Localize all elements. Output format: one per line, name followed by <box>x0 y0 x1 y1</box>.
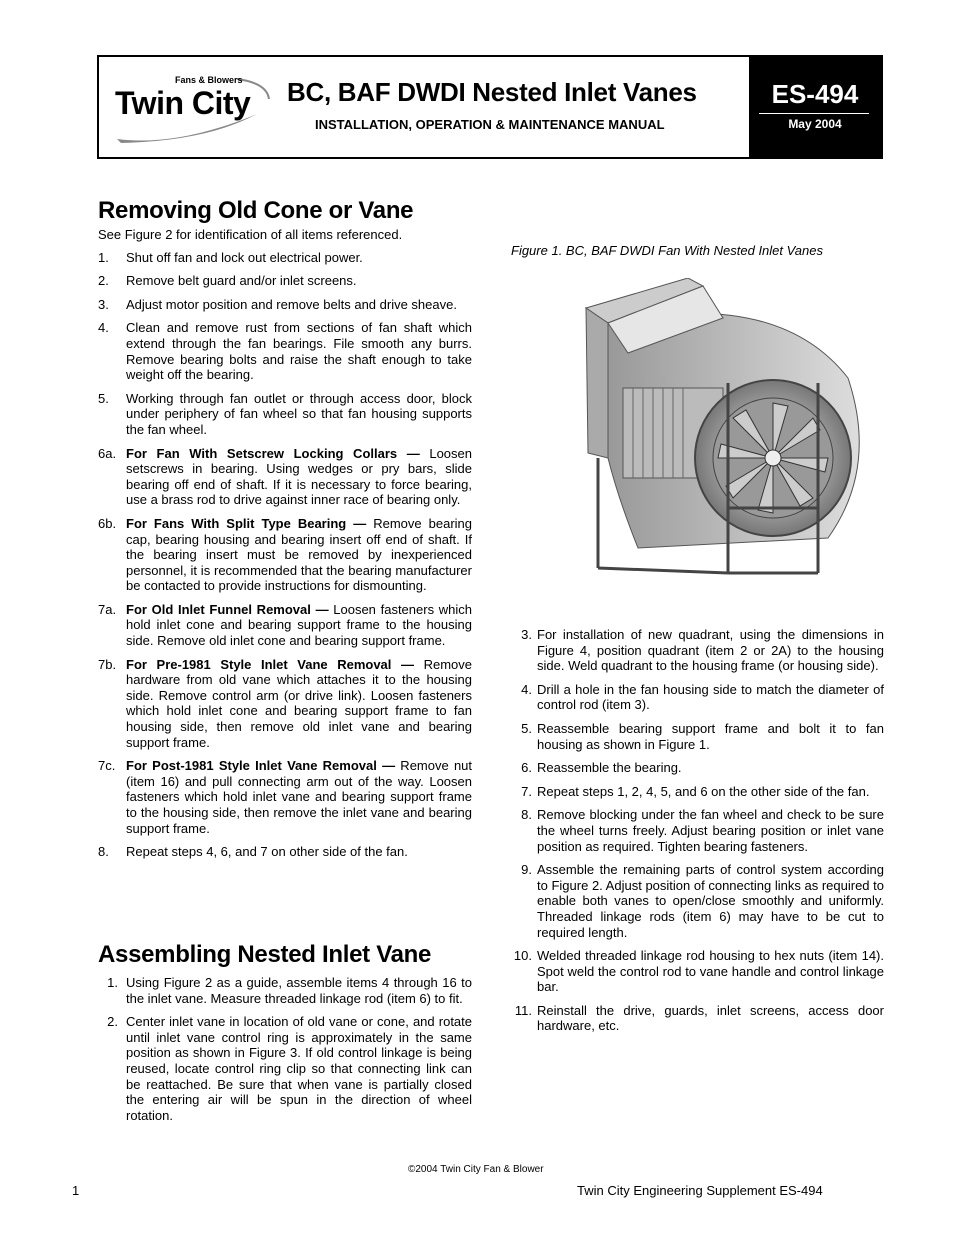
list-item <box>98 446 472 508</box>
doc-date: May 2004 <box>788 117 842 131</box>
item-number: 1. <box>98 249 109 265</box>
item-body <box>537 784 869 799</box>
item-number: 2. <box>98 273 109 289</box>
item-text: Assemble the remaining parts of control system according to Figure 2. Adjust position of connecting links as required to enable both vanes to open/close smoothly and uniformly. Threaded linkage rods (item 6) may have to be cut to required length. <box>537 862 884 940</box>
list-item <box>98 975 472 1006</box>
item-number: 8. <box>98 844 109 860</box>
item-number: 3. <box>98 296 109 312</box>
section-removing-body <box>98 227 472 868</box>
list-item <box>510 721 884 752</box>
item-number: 7b. <box>98 656 117 672</box>
item-body <box>126 446 472 508</box>
item-number: 9. <box>521 862 532 878</box>
item-body <box>126 844 408 859</box>
item-body <box>126 297 457 312</box>
item-text: Shut off fan and lock out electrical power. <box>126 249 363 265</box>
item-number: 7. <box>521 783 532 799</box>
item-text: Remove nut (item 16) and pull connecting arm out of the way. Loosen fasteners which hold inlet vane and bearing support frame to the housing side, then remove the inlet vane and bearing support frame. <box>126 758 473 836</box>
item-body <box>537 627 884 673</box>
list-item <box>510 682 884 713</box>
item-body <box>126 1014 472 1123</box>
item-text: Clean and remove rust from sections of fan shaft which extend through the fan bearings. File smooth any burrs. Remove bearing bolts and raise the shaft enough to take weight off the bearing. <box>126 320 472 383</box>
item-text: Remove bearing cap, bearing housing and bearing insert off end of shaft. If the bearing insert must be removed by inexperienced personnel, it is recommended that the bearing manufacturer be contacted to provide instructions for dismounting. <box>126 515 472 594</box>
section-assembling-body <box>98 975 472 1131</box>
document-subtitle: INSTALLATION, OPERATION & MAINTENANCE MANUAL <box>315 117 665 132</box>
section-heading-removing: Removing Old Cone or Vane <box>98 197 414 224</box>
list-item <box>98 391 472 438</box>
item-body <box>537 721 884 752</box>
item-number: 7a. <box>98 601 117 617</box>
item-number: 11. <box>514 1002 532 1018</box>
item-body <box>126 320 472 382</box>
item-body <box>537 760 682 775</box>
list-item <box>98 1014 472 1123</box>
list-item <box>98 516 472 594</box>
page-number: 1 <box>72 1183 80 1198</box>
item-body <box>537 1003 884 1034</box>
section-heading-assembling: Assembling Nested Inlet Vane <box>98 941 432 968</box>
list-item <box>510 760 884 776</box>
footer-doc-title: Twin City Engineering Supplement ES-494 <box>577 1183 823 1198</box>
item-number: 6b. <box>98 515 117 531</box>
item-text: Working through fan outlet or through access door, block under periphery of fan wheel so that fan housing supports the fan wheel. <box>126 390 472 437</box>
item-lead: For Fans With Split Type Bearing — <box>126 515 367 531</box>
item-text: Loosen setscrews in bearing. Using wedges or pry bars, slide bearing off end of shaft. If it is necessary to force bearing, use a brass rod to drive against inner race of bearing only. <box>126 445 472 508</box>
list-item <box>98 297 472 313</box>
item-body <box>126 657 472 750</box>
item-number: 3. <box>521 627 532 642</box>
item-number: 5. <box>98 390 109 406</box>
badge-divider <box>759 113 869 114</box>
item-lead: For Old Inlet Funnel Removal — <box>126 601 329 617</box>
list-item <box>510 862 884 940</box>
item-text: Adjust motor position and remove belts and drive sheave. <box>126 296 457 312</box>
item-text: Remove hardware from old vane which attaches it to the housing side. Remove control arm (or drive link). Loosen fasteners which hold inlet cone and bearing support frame to fan housing side, then remove old inlet vane and bearing support frame. <box>126 656 472 750</box>
item-text: Remove blocking under the fan wheel and check to be sure the wheel turns freely. Adjust bearing position or inlet vane position as required. Tighten bearing fasteners. <box>537 807 884 854</box>
section-assembling-continued <box>510 627 884 1042</box>
item-text: Reinstall the drive, guards, inlet screens, access door hardware, etc. <box>537 1002 884 1034</box>
item-number: 6a. <box>98 445 117 461</box>
fan-figure-image <box>578 278 884 588</box>
copyright: ©2004 Twin City Fan & Blower <box>408 1164 544 1175</box>
item-text: Drill a hole in the fan housing side to match the diameter of control rod (item 3). <box>537 681 884 713</box>
item-body <box>126 758 472 835</box>
item-number: 2. <box>107 1014 118 1030</box>
item-body <box>537 807 884 853</box>
item-text: Reassemble bearing support frame and bolt it to fan housing as shown in Figure 1. <box>537 720 884 752</box>
item-text: For installation of new quadrant, using the dimensions in Figure 4, position quadrant (item 2 or 2A) to the housing side. Weld quadrant to the housing frame (or housing side). <box>537 627 884 674</box>
list-item <box>510 1003 884 1034</box>
item-text: Repeat steps 1, 2, 4, 5, and 6 on the other side of the fan. <box>537 783 870 799</box>
item-body <box>126 516 472 593</box>
item-body <box>126 273 357 288</box>
list-item <box>98 320 472 382</box>
item-text: Using Figure 2 as a guide, assemble items 4 through 16 to the inlet vane. Measure threaded linkage rod (item 6) to fit. <box>126 975 472 1006</box>
list-item <box>98 250 472 266</box>
list-item <box>98 657 472 751</box>
document-header <box>97 55 883 159</box>
list-item <box>510 807 884 854</box>
list-item <box>98 602 472 649</box>
item-number: 7c. <box>98 758 116 774</box>
figure-caption: Figure 1. BC, BAF DWDI Fan With Nested Inlet Vanes <box>511 243 823 258</box>
item-body <box>537 862 884 939</box>
item-body <box>537 948 884 994</box>
item-text: Remove belt guard and/or inlet screens. <box>126 273 357 289</box>
item-lead: For Post-1981 Style Inlet Vane Removal — <box>126 758 396 774</box>
item-number: 6. <box>521 760 532 776</box>
item-body <box>537 682 884 713</box>
item-number: 10. <box>513 948 532 964</box>
item-number: 1. <box>107 975 118 990</box>
item-text: Center inlet vane in location of old vane or cone, and rotate until inlet vane control ring is approximately in the same position as shown in Figure 3. If old control linkage is being reused, locate control ring clip so that connecting link can be reattached. Be sure that when vane is partially closed the entering air will be spun in the direction of wheel rotation. <box>126 1014 472 1123</box>
item-text: Repeat steps 4, 6, and 7 on other side of the fan. <box>126 844 408 860</box>
logo-name: Twin City <box>115 85 251 121</box>
list-item <box>510 948 884 995</box>
item-number: 4. <box>521 681 532 697</box>
item-body <box>126 602 472 648</box>
item-number: 5. <box>521 720 532 736</box>
item-body <box>126 250 363 265</box>
item-text: Reassemble the bearing. <box>537 760 682 776</box>
item-body <box>126 975 472 1006</box>
doc-code-badge <box>749 57 881 157</box>
item-number: 8. <box>521 807 532 823</box>
item-body <box>126 391 472 437</box>
list-item <box>510 627 884 674</box>
company-logo <box>107 69 277 144</box>
item-text: Welded threaded linkage rod housing to hex nuts (item 14). Spot weld the control rod to vane handle and control linkage bar. <box>537 948 884 995</box>
item-number: 4. <box>98 320 109 336</box>
item-lead: For Pre-1981 Style Inlet Vane Removal — <box>126 656 414 672</box>
item-lead: For Fan With Setscrew Locking Collars — <box>126 445 420 461</box>
item-text: Loosen fasteners which hold inlet cone and bearing support frame to the housing side. Remove old inlet cone and bearing support frame. <box>126 601 473 649</box>
logo-tagline: Fans & Blowers <box>175 75 243 85</box>
section-intro: See Figure 2 for identification of all items referenced. <box>98 227 403 242</box>
list-item <box>98 758 472 836</box>
document-title: BC, BAF DWDI Nested Inlet Vanes <box>287 77 697 107</box>
list-item <box>510 784 884 800</box>
list-item <box>98 844 472 860</box>
list-item <box>98 273 472 289</box>
doc-code: ES-494 <box>771 79 859 109</box>
